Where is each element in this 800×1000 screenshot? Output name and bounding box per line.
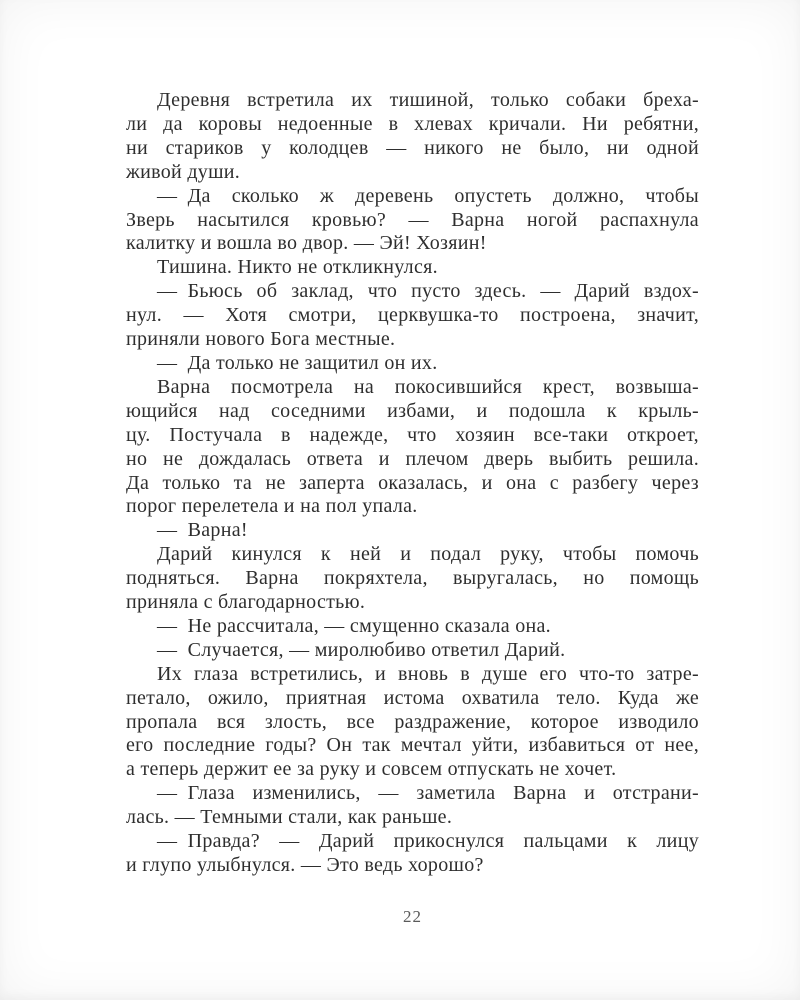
text-line: живой души. bbox=[126, 160, 241, 183]
text-line: цу. Постучала в надежде, что хозяин все-таки откроет, bbox=[126, 423, 699, 446]
text-line: пропала вся злость, все раздражение, которое изводило bbox=[126, 710, 699, 733]
text-line: Дарий кинулся к ней и подал руку, чтобы помочь bbox=[157, 543, 699, 566]
text-line: лась. — Темными стали, как раньше. bbox=[126, 806, 453, 829]
text-line: ни стариков у колодцев — никого не было, ни одной bbox=[126, 136, 699, 159]
text-line: — Да сколько ж деревень опустеть должно, чтобы bbox=[157, 184, 699, 207]
text-line: — Не рассчитала, — смущенно сказала она. bbox=[157, 614, 551, 637]
text-line: нул. — Хотя смотри, церквушка-то построена, значит, bbox=[126, 304, 699, 327]
text-line: ли да коровы недоенные в хлевах кричали. Ни ребятни, bbox=[126, 112, 699, 135]
text-line: и глупо улыбнулся. — Это ведь хорошо? bbox=[126, 854, 484, 876]
text-line: — Правда? — Дарий прикоснулся пальцами к лицу bbox=[157, 830, 699, 853]
text-line: Зверь насытился кровью? — Варна ногой распахнула bbox=[126, 208, 699, 231]
text-line: — Да только не защитил он их. bbox=[157, 351, 438, 374]
text-line: петало, ожило, приятная истома охватила тело. Куда же bbox=[126, 686, 699, 709]
text-line: — Случается, — миролюбиво ответил Дарий. bbox=[157, 638, 566, 661]
page-text bbox=[126, 89, 699, 878]
text-line: Да только та не заперта оказалась, и она с разбегу через bbox=[126, 471, 699, 494]
text-line: Варна посмотрела на покосившийся крест, возвыша- bbox=[157, 375, 699, 398]
text-line: калитку и вошла во двор. — Эй! Хозяин! bbox=[126, 232, 487, 255]
text-line: приняла с благодарностью. bbox=[126, 591, 366, 614]
text-line: но не дождалась ответа и плечом дверь выбить решила. bbox=[126, 447, 699, 470]
text-line: — Бьюсь об заклад, что пусто здесь. — Дарий вздох- bbox=[157, 280, 699, 303]
text-line: Их глаза встретились, и вновь в душе его что-то затре- bbox=[157, 662, 699, 685]
text-line: приняли нового Бога местные. bbox=[126, 328, 396, 351]
text-line: Тишина. Никто не откликнулся. bbox=[157, 256, 438, 279]
text-line: — Варна! bbox=[157, 519, 248, 542]
text-line: ющийся над соседними избами, и подошла к крыль- bbox=[126, 399, 699, 422]
text-line: Деревня встретила их тишиной, только собаки бреха- bbox=[157, 89, 699, 111]
page-number: 22 bbox=[403, 907, 422, 926]
text-line: а теперь держит ее за руку и совсем отпускать не хочет. bbox=[126, 758, 617, 781]
text-line: подняться. Варна покряхтела, выругалась, но помощь bbox=[126, 567, 699, 590]
text-line: его последние годы? Он так мечтал уйти, избавиться от нее, bbox=[126, 734, 699, 757]
text-line: порог перелетела и на пол упала. bbox=[126, 495, 418, 518]
text-line: — Глаза изменились, — заметила Варна и отстрани- bbox=[157, 782, 699, 805]
